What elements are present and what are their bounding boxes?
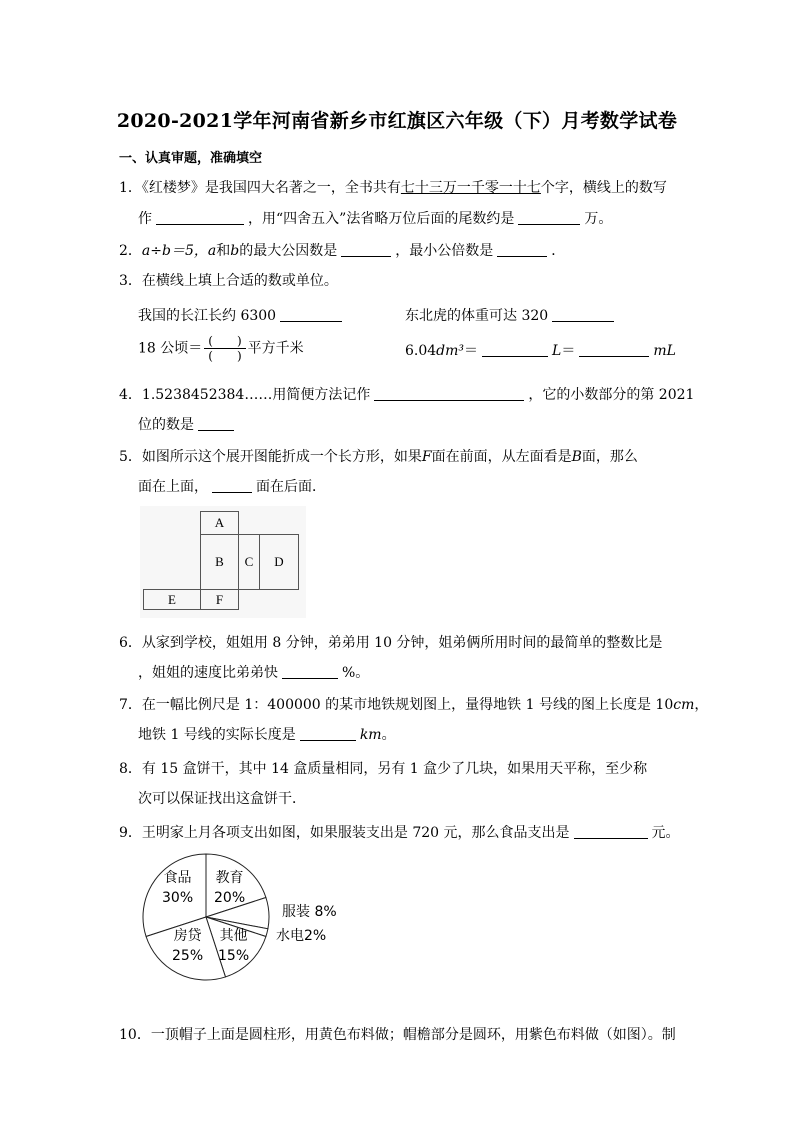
- q7-comma: ，: [694, 697, 709, 713]
- q3-item-d: [405, 340, 676, 360]
- q1-text-end: 个字，横线上的数写: [540, 180, 667, 196]
- q2-var-b: b: [230, 243, 240, 259]
- q2-gcd-text: 的最大公因数是: [239, 243, 338, 259]
- q7-unit-cm: cm: [673, 697, 695, 713]
- q1-text-2: ，用“四舍五入”法省略万位后面的尾数约是: [248, 211, 515, 227]
- q2-and: 和: [216, 243, 231, 259]
- q3-unit-ml: mL: [653, 343, 676, 359]
- q3-c-unit: 平方千米: [247, 340, 304, 357]
- fraction-numerator: ( ): [204, 334, 245, 349]
- q5-face-f: F: [421, 449, 432, 465]
- pie-label-utilities-value: 2%: [304, 928, 327, 944]
- q6-percent: %。: [342, 665, 370, 681]
- q9-text: 9．王明家上月各项支出如图，如果服装支出是 720 元，那么食品支出是: [119, 825, 570, 841]
- q4-blank-notation[interactable]: [374, 386, 524, 401]
- q7-blank-km[interactable]: [300, 726, 356, 741]
- q7-line1: [119, 694, 708, 714]
- q3-blank-ml[interactable]: [579, 342, 649, 357]
- q1-line2: [138, 208, 612, 228]
- net-face-c: C: [238, 534, 260, 590]
- pie-label-food-name: 食品: [163, 870, 192, 886]
- q5-text-4: 面在上面，: [138, 479, 208, 495]
- q3-a-text: 我国的长江长约 6300: [138, 308, 277, 324]
- q10-line1: 10．一顶帽子上面是圆柱形，用黄色布料做；帽檐部分是圆环，用紫色布料做（如图）。制: [119, 1027, 676, 1043]
- q1-unit: 万。: [584, 211, 613, 227]
- q2-blank-lcm[interactable]: [497, 242, 547, 257]
- q2-lcm-text: ，最小公倍数是: [395, 243, 494, 259]
- pie-label-other-value: 15%: [218, 948, 250, 964]
- q4-text-3: 位的数是: [138, 417, 194, 433]
- q9-line: [119, 822, 680, 842]
- q3-stem: 3．在横线上填上合适的数或单位。: [119, 273, 338, 289]
- q2-var-a: a: [207, 243, 217, 259]
- q1-line1: [119, 177, 667, 197]
- q2-blank-gcd[interactable]: [341, 242, 391, 257]
- q2-line: [119, 240, 565, 260]
- q5-line1: [119, 446, 638, 466]
- q1-blank-1[interactable]: [156, 210, 244, 225]
- q6-text: ，姐姐的速度比弟弟快: [138, 665, 278, 681]
- q5-face-b: B: [571, 449, 582, 465]
- q3-eq-2: ＝: [561, 343, 576, 359]
- q4-line2: [138, 414, 238, 434]
- q7-line2: [138, 724, 396, 744]
- q1-text: 1．《红楼梦》是我国四大名著之一，全书共有: [119, 180, 401, 196]
- q3-blank-l[interactable]: [482, 342, 548, 357]
- q5-text-5: 面在后面．: [256, 479, 326, 495]
- section-heading: 一、认真审题，准确填空: [119, 151, 263, 166]
- q2-num: 2．: [119, 243, 142, 259]
- q1-zuo: 作: [138, 211, 152, 227]
- q3-unit-l: L: [552, 343, 562, 359]
- q8-line2: 次可以保证找出这盒饼干．: [138, 791, 306, 807]
- net-face-f: F: [200, 589, 239, 610]
- pie-chart-svg: [138, 850, 278, 986]
- cuboid-net-figure: [140, 506, 306, 618]
- q4-text-2: ，它的小数部分的第 2021: [528, 387, 695, 403]
- q7-text: 7．在一幅比例尺是 1：400000 的某市地铁规划图上，量得地铁 1 号线的图上长度是 10: [119, 697, 674, 713]
- q5-text-2: 面在前面，从左面看是: [431, 449, 572, 465]
- q3-fraction[interactable]: [204, 334, 245, 363]
- q3-item-c: [138, 334, 304, 363]
- q4-text: 4．1.5238452384……用简便方法记作: [119, 387, 371, 403]
- fraction-denominator: ( ): [208, 349, 242, 363]
- q3-b-text: 东北虎的体重可达 320: [405, 308, 549, 324]
- pie-label-clothing-name: 服装: [282, 904, 310, 920]
- pie-label-other-name: 其他: [219, 928, 248, 944]
- q6-line2: [138, 662, 369, 682]
- pie-label-other: [218, 926, 249, 966]
- q4-line1: [119, 384, 694, 404]
- q7-text-2: 地铁 1 号线的实际长度是: [138, 727, 296, 743]
- net-face-a: A: [200, 511, 239, 535]
- q1-underlined-number: 七十三万一千零一十七: [400, 180, 541, 196]
- q9-unit: 元。: [651, 825, 680, 841]
- pie-label-clothing: [282, 902, 337, 922]
- q5-text: 5．如图所示这个展开图能折成一个长方形，如果: [119, 449, 422, 465]
- exam-title: 2020-2021学年河南省新乡市红旗区六年级（下）月考数学试卷: [116, 110, 678, 132]
- q3-item-a: [138, 305, 346, 325]
- pie-label-food-value: 30%: [162, 890, 194, 906]
- q3-d-value: 6.04: [405, 343, 437, 359]
- q3-eq-1: ＝: [464, 343, 479, 359]
- q5-line2: [138, 476, 326, 496]
- q3-item-b: [405, 305, 618, 325]
- q2-expr: a÷b＝5，: [141, 243, 208, 259]
- pie-label-utilities: [276, 926, 326, 946]
- pie-label-mortgage: [172, 926, 203, 966]
- pie-label-mortgage-value: 25%: [172, 948, 204, 964]
- pie-label-mortgage-name: 房贷: [173, 928, 202, 944]
- pie-label-clothing-value: 8%: [314, 904, 337, 920]
- q2-end: ．: [551, 243, 566, 259]
- q8-line1: 8．有 15 盒饼干，其中 14 盒质量相同，另有 1 盒少了几块，如果用天平称，至少称: [119, 761, 648, 777]
- q6-blank-percent[interactable]: [282, 664, 338, 679]
- net-face-e: E: [143, 589, 201, 610]
- pie-label-edu-value: 20%: [214, 890, 246, 906]
- q7-unit-km: km: [359, 727, 382, 743]
- pie-label-food: [162, 868, 193, 908]
- q3-d-unit: dm³: [436, 343, 465, 359]
- pie-label-edu-name: 教育: [215, 870, 244, 886]
- pie-label-utilities-name: 水电: [276, 928, 304, 944]
- net-face-d: D: [259, 534, 299, 590]
- q5-blank-back[interactable]: [212, 478, 252, 493]
- q3-blank-a[interactable]: [280, 307, 342, 322]
- q9-blank-food[interactable]: [574, 824, 648, 839]
- pie-label-edu: [214, 868, 245, 908]
- q5-text-3: 面，那么: [581, 449, 638, 465]
- q3-c-text: 18 公顷＝: [138, 340, 203, 357]
- q1-blank-2[interactable]: [518, 210, 580, 225]
- q6-line1: 6．从家到学校，姐姐用 8 分钟，弟弟用 10 分钟，姐弟俩所用时间的最简单的整数比是: [119, 635, 663, 651]
- q3-blank-b[interactable]: [552, 307, 614, 322]
- pie-chart-figure: [138, 850, 338, 986]
- q7-end: 。: [381, 727, 396, 743]
- net-face-b: B: [200, 534, 239, 590]
- q4-blank-digit[interactable]: [198, 416, 234, 431]
